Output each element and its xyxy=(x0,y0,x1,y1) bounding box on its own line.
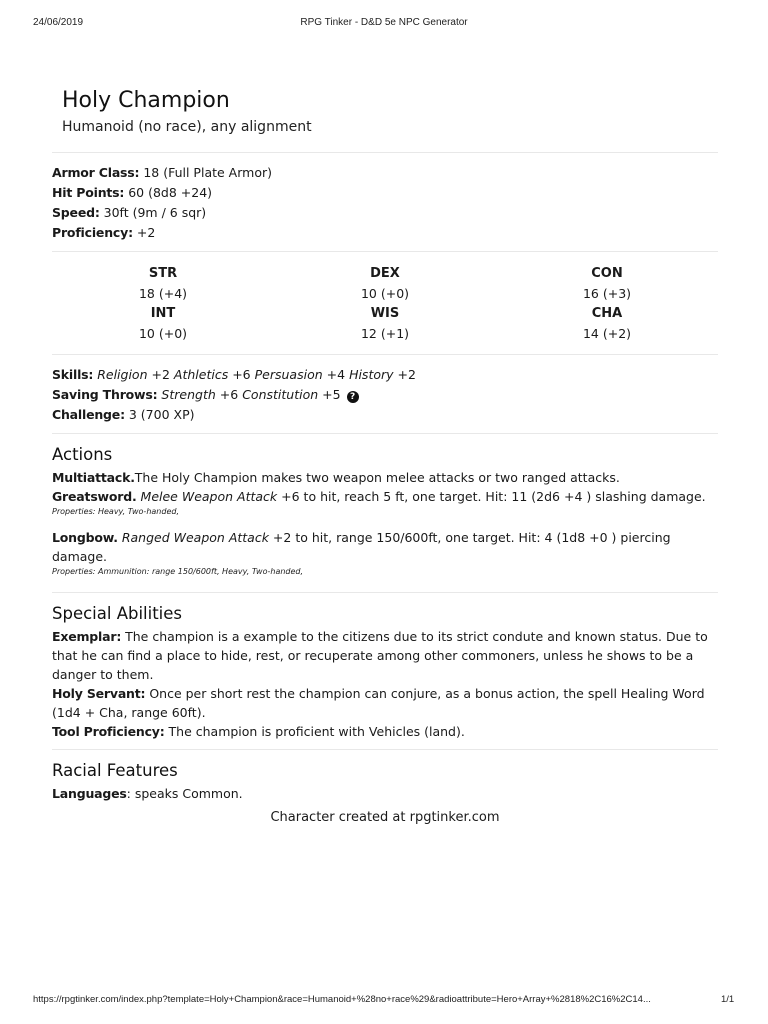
save-name: Constitution xyxy=(242,387,319,402)
ability-text: The champion is a example to the citizens due to its strict condute and known status. Due to that he can find a place to hide, rest, or recuperate among other commoners, unless he shows to be a danger to them. xyxy=(52,629,708,682)
saving-throws xyxy=(52,385,718,405)
ability-cha xyxy=(496,304,718,344)
armor-class xyxy=(52,163,718,183)
speed-label: Speed: xyxy=(52,205,100,220)
saving-throws-label: Saving Throws: xyxy=(52,387,158,402)
skills-label: Skills: xyxy=(52,367,94,382)
ability-value: 16 (+3) xyxy=(582,286,632,301)
print-date: 24/06/2019 xyxy=(33,17,84,28)
actions-section xyxy=(52,434,718,592)
action-name: Longbow. xyxy=(52,530,118,545)
speed-value: 30ft (9m / 6 sqr) xyxy=(103,205,207,220)
page-number: 1/1 xyxy=(721,994,735,1005)
ability-value: 14 (+2) xyxy=(582,326,632,341)
npc-name: Holy Champion xyxy=(62,88,230,113)
ability-name: Exemplar: xyxy=(52,629,122,644)
ability-row xyxy=(52,304,718,344)
special-abilities-heading: Special Abilities xyxy=(52,604,183,623)
proficiency-label: Proficiency: xyxy=(52,225,133,240)
languages-label: Languages xyxy=(52,786,127,801)
ability-value: 10 (+0) xyxy=(360,286,410,301)
ability-label: CHA xyxy=(591,306,623,321)
print-url: https://rpgtinker.com/index.php?template=Holy+Champion&race=Humanoid+%28no+race%29&radioattribute=Hero+Array+%2818%2C16%2C14... xyxy=(33,994,651,1005)
ability-row xyxy=(52,264,718,304)
action-name: Greatsword. xyxy=(52,489,137,504)
languages-text: : speaks Common. xyxy=(126,786,243,801)
action-text: The Holy Champion makes two weapon melee attacks or two ranged attacks. xyxy=(134,470,620,485)
ability-text: Once per short rest the champion can conjure, as a bonus action, the spell Healing Word (1d4 + Cha, range 60ft). xyxy=(52,686,705,720)
weapon-properties: Properties: Heavy, Two-handed, xyxy=(52,507,179,516)
challenge-label: Challenge: xyxy=(52,407,125,422)
proficiencies xyxy=(52,355,718,433)
ability-holy-servant xyxy=(52,684,718,722)
skill-bonus: +6 xyxy=(232,367,251,382)
skill-name: Athletics xyxy=(173,367,229,382)
attack-type: Melee Weapon Attack xyxy=(140,489,278,504)
npc-type-line: Humanoid (no race), any alignment xyxy=(62,119,312,135)
ability-value: 12 (+1) xyxy=(360,326,410,341)
print-header xyxy=(0,17,768,31)
ability-label: INT xyxy=(150,306,176,321)
hit-points-label: Hit Points: xyxy=(52,185,125,200)
action-greatsword xyxy=(52,487,718,506)
ability-name: Holy Servant: xyxy=(52,686,146,701)
racial-features-heading: Racial Features xyxy=(52,761,178,780)
ability-con xyxy=(496,264,718,304)
ability-text: The champion is proficient with Vehicles (land). xyxy=(164,724,465,739)
skill-name: History xyxy=(349,367,394,382)
actions-heading: Actions xyxy=(52,445,113,464)
hit-points xyxy=(52,183,718,203)
skill-name: Persuasion xyxy=(254,367,323,382)
skill-bonus: +2 xyxy=(397,367,416,382)
ability-dex xyxy=(274,264,496,304)
ability-exemplar xyxy=(52,627,718,684)
npc-stat-block xyxy=(52,86,718,837)
ability-label: STR xyxy=(148,266,178,281)
ability-value: 18 (+4) xyxy=(138,286,188,301)
skill-bonus: +2 xyxy=(151,367,170,382)
skill-bonus: +4 xyxy=(326,367,346,382)
action-multiattack xyxy=(52,468,718,487)
ability-label: CON xyxy=(591,266,623,281)
ability-name: Tool Proficiency: xyxy=(52,724,165,739)
action-longbow xyxy=(52,528,718,566)
skill-name: Religion xyxy=(97,367,148,382)
languages xyxy=(52,784,718,803)
hit-points-value: 60 (8d8 +24) xyxy=(128,185,213,200)
challenge-value: 3 (700 XP) xyxy=(128,407,195,422)
ability-wis xyxy=(274,304,496,344)
armor-class-value: 18 (Full Plate Armor) xyxy=(143,165,272,180)
weapon-properties: Properties: Ammunition: range 150/600ft, Heavy, Two-handed, xyxy=(52,567,304,576)
save-bonus: +5 xyxy=(322,387,341,402)
ability-value: 10 (+0) xyxy=(138,326,188,341)
action-text: +6 to hit, reach 5 ft, one target. Hit: 11 (2d6 +4 ) slashing damage. xyxy=(277,489,706,504)
ability-str xyxy=(52,264,274,304)
ability-int xyxy=(52,304,274,344)
credit-line: Character created at rpgtinker.com xyxy=(270,810,500,825)
racial-features-section xyxy=(52,750,718,837)
ability-label: WIS xyxy=(370,306,400,321)
armor-class-label: Armor Class: xyxy=(52,165,140,180)
save-name: Strength xyxy=(161,387,216,402)
proficiency xyxy=(52,223,718,243)
action-name: Multiattack. xyxy=(52,470,135,485)
basic-stats xyxy=(52,153,718,251)
special-abilities-section xyxy=(52,593,718,749)
save-bonus: +6 xyxy=(219,387,239,402)
attack-type: Ranged Weapon Attack xyxy=(121,530,269,545)
action-text: +2 to hit, range 150/600ft, one target. Hit: 4 (1d8 +0 ) piercing damage. xyxy=(52,530,671,564)
challenge xyxy=(52,405,718,425)
question-circle-icon[interactable]: ? xyxy=(347,391,359,403)
proficiency-value: +2 xyxy=(136,225,156,240)
ability-label: DEX xyxy=(370,266,400,281)
ability-tool-proficiency xyxy=(52,722,718,741)
print-page-title: RPG Tinker - D&D 5e NPC Generator xyxy=(300,17,468,28)
print-footer xyxy=(0,994,768,1008)
skills xyxy=(52,365,718,385)
ability-scores xyxy=(52,252,718,354)
speed xyxy=(52,203,718,223)
